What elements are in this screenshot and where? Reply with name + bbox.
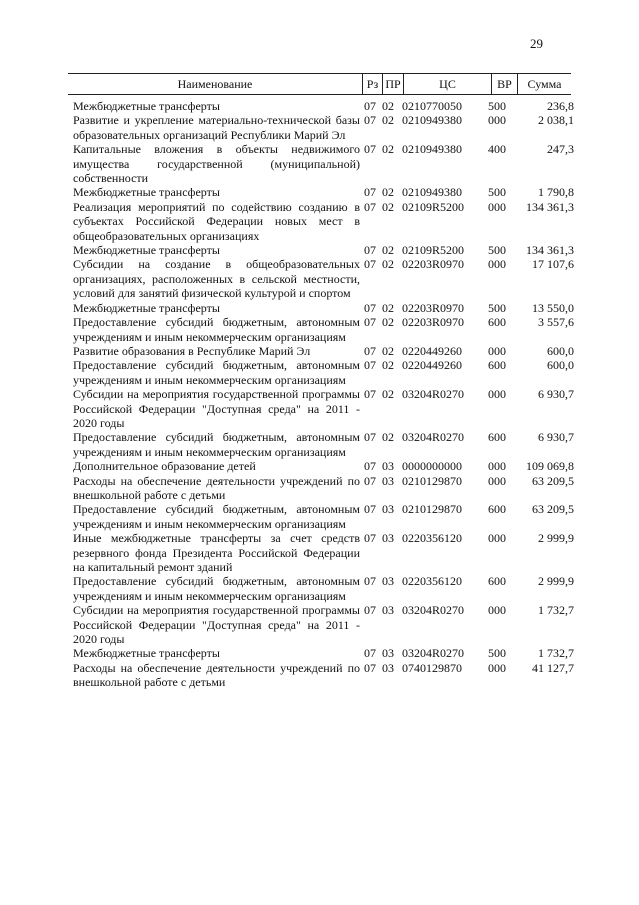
row-cs: 03204R0270 xyxy=(402,387,465,402)
row-name: Межбюджетные трансферты xyxy=(73,99,220,113)
row-vr: 000 xyxy=(488,603,506,618)
row-sum: 134 361,3 xyxy=(526,199,574,214)
row-pr: 02 xyxy=(382,358,394,373)
row-rz: 07 xyxy=(364,603,376,618)
row-cs: 0000000000 xyxy=(402,459,462,474)
row-pr: 03 xyxy=(382,574,394,589)
row-sum: 2 999,9 xyxy=(538,531,574,546)
row-vr: 600 xyxy=(488,430,506,445)
row-pr: 02 xyxy=(382,113,394,128)
row-cs: 0220356120 xyxy=(402,574,462,589)
row-pr: 03 xyxy=(382,646,394,661)
row-vr: 500 xyxy=(488,99,506,113)
row-rz: 07 xyxy=(364,257,376,272)
row-vr: 600 xyxy=(488,574,506,589)
row-rz: 07 xyxy=(364,531,376,546)
row-cs: 0220449260 xyxy=(402,343,462,358)
table-row xyxy=(73,315,576,344)
table-header xyxy=(68,73,571,95)
row-vr: 400 xyxy=(488,142,506,157)
row-name: Субсидии на создание в общеобразовательных организациях, расположенных в сельской местности, условий для занятий физической культурой и спортом xyxy=(73,257,360,301)
row-pr: 02 xyxy=(382,142,394,157)
row-rz: 07 xyxy=(364,243,376,258)
row-rz: 07 xyxy=(364,646,376,661)
row-sum: 247,3 xyxy=(547,142,574,157)
row-name: Предоставление субсидий бюджетным, автономным учреждениям и иным некоммерческим организациям xyxy=(73,358,360,387)
row-cs: 03204R0270 xyxy=(402,430,465,445)
table-row xyxy=(73,243,576,257)
table-row xyxy=(73,142,576,185)
row-cs: 02203R0970 xyxy=(402,257,465,272)
row-rz: 07 xyxy=(364,343,376,358)
row-name: Предоставление субсидий бюджетным, автономным учреждениям и иным некоммерческим организациям xyxy=(73,315,360,344)
row-cs: 0210949380 xyxy=(402,185,462,200)
row-vr: 000 xyxy=(488,257,506,272)
row-rz: 07 xyxy=(364,358,376,373)
row-pr: 02 xyxy=(382,300,394,315)
row-cs: 02109R5200 xyxy=(402,199,465,214)
row-name: Развитие и укрепление материально-технической базы образовательных организаций Республики Марий Эл xyxy=(73,113,360,142)
row-sum: 41 127,7 xyxy=(532,660,574,675)
row-vr: 600 xyxy=(488,358,506,373)
table-row xyxy=(73,603,576,646)
table-row xyxy=(73,574,576,603)
row-rz: 07 xyxy=(364,574,376,589)
row-vr: 500 xyxy=(488,646,506,661)
column-header-pr: ПР xyxy=(383,74,404,94)
row-name: Субсидии на мероприятия государственной программы Российской Федерации "Доступная среда" на 2011 - 2020 годы xyxy=(73,387,360,430)
row-cs: 0210770050 xyxy=(402,99,462,113)
row-cs: 0210949380 xyxy=(402,113,462,128)
row-name: Развитие образования в Республике Марий Эл xyxy=(73,343,311,358)
row-cs: 02203R0970 xyxy=(402,300,465,315)
table-row xyxy=(73,459,576,473)
row-pr: 03 xyxy=(382,473,394,488)
row-vr: 000 xyxy=(488,387,506,402)
row-name: Дополнительное образование детей xyxy=(73,459,256,474)
row-vr: 000 xyxy=(488,473,506,488)
row-name: Субсидии на мероприятия государственной программы Российской Федерации "Доступная среда" на 2011 - 2020 годы xyxy=(73,603,360,647)
table-row xyxy=(73,531,576,574)
row-rz: 07 xyxy=(364,315,376,330)
column-header-vr: ВР xyxy=(492,74,518,94)
row-sum: 236,8 xyxy=(547,99,574,113)
row-pr: 02 xyxy=(382,343,394,358)
row-sum: 1 790,8 xyxy=(538,185,574,200)
row-vr: 500 xyxy=(488,185,506,200)
row-pr: 03 xyxy=(382,660,394,675)
row-pr: 03 xyxy=(382,603,394,618)
row-name: Межбюджетные трансферты xyxy=(73,185,220,200)
row-rz: 07 xyxy=(364,502,376,517)
row-cs: 0220356120 xyxy=(402,531,462,546)
row-rz: 07 xyxy=(364,473,376,488)
row-cs: 03204R0270 xyxy=(402,603,465,618)
table-row xyxy=(73,200,576,243)
row-rz: 07 xyxy=(364,99,376,113)
table-row xyxy=(73,502,576,531)
table-row xyxy=(73,387,576,430)
row-vr: 000 xyxy=(488,199,506,214)
row-rz: 07 xyxy=(364,387,376,402)
column-header-cs: ЦС xyxy=(404,74,492,94)
row-name: Расходы на обеспечение деятельности учреждений по внешкольной работе с детьми xyxy=(73,473,360,502)
table-row xyxy=(73,301,576,315)
table-row xyxy=(73,474,576,503)
row-pr: 02 xyxy=(382,199,394,214)
column-header-name: Наименование xyxy=(68,74,363,94)
row-vr: 500 xyxy=(488,243,506,258)
table-row xyxy=(73,113,576,142)
table-row xyxy=(73,344,576,358)
row-sum: 134 361,3 xyxy=(526,243,574,258)
row-sum: 2 999,9 xyxy=(538,574,574,589)
row-vr: 600 xyxy=(488,315,506,330)
column-header-rz: Рз xyxy=(363,74,383,94)
row-name: Предоставление субсидий бюджетным, автономным учреждениям и иным некоммерческим организациям xyxy=(73,574,360,603)
table-row xyxy=(73,99,576,113)
row-pr: 02 xyxy=(382,430,394,445)
row-vr: 000 xyxy=(488,459,506,474)
row-pr: 02 xyxy=(382,315,394,330)
row-sum: 1 732,7 xyxy=(538,646,574,661)
row-name: Межбюджетные трансферты xyxy=(73,300,220,315)
row-sum: 63 209,5 xyxy=(532,502,574,517)
table-body xyxy=(73,99,576,690)
table-row xyxy=(73,430,576,459)
row-sum: 600,0 xyxy=(547,358,574,373)
row-rz: 07 xyxy=(364,113,376,128)
row-cs: 03204R0270 xyxy=(402,646,465,661)
row-cs: 0210129870 xyxy=(402,473,462,488)
row-name: Иные межбюджетные трансферты за счет средств резервного фонда Президента Российской Федерации на капитальный ремонт зданий xyxy=(73,531,360,574)
row-rz: 07 xyxy=(364,142,376,157)
table-row xyxy=(73,257,576,300)
row-rz: 07 xyxy=(364,430,376,445)
row-name: Капитальные вложения в объекты недвижимого имущества государственной (муниципальной) собственности xyxy=(73,142,360,186)
row-name: Межбюджетные трансферты xyxy=(73,243,220,258)
row-sum: 17 107,6 xyxy=(532,257,574,272)
page-number: 29 xyxy=(530,36,543,51)
row-name: Предоставление субсидий бюджетным, автономным учреждениям и иным некоммерческим организациям xyxy=(73,430,360,459)
row-rz: 07 xyxy=(364,459,376,474)
row-pr: 03 xyxy=(382,502,394,517)
row-vr: 000 xyxy=(488,343,506,358)
row-pr: 02 xyxy=(382,99,394,113)
table-row xyxy=(73,646,576,660)
row-pr: 02 xyxy=(382,387,394,402)
row-pr: 03 xyxy=(382,459,394,474)
row-sum: 3 557,6 xyxy=(538,315,574,330)
row-cs: 0740129870 xyxy=(402,660,462,675)
row-rz: 07 xyxy=(364,660,376,675)
row-sum: 6 930,7 xyxy=(538,430,574,445)
row-sum: 600,0 xyxy=(547,343,574,358)
row-sum: 109 069,8 xyxy=(526,459,574,474)
row-vr: 500 xyxy=(488,300,506,315)
row-rz: 07 xyxy=(364,300,376,315)
row-pr: 03 xyxy=(382,531,394,546)
row-vr: 000 xyxy=(488,660,506,675)
row-vr: 000 xyxy=(488,113,506,128)
row-name: Предоставление субсидий бюджетным, автономным учреждениям и иным некоммерческим организациям xyxy=(73,502,360,531)
row-sum: 2 038,1 xyxy=(538,113,574,128)
row-vr: 000 xyxy=(488,531,506,546)
row-name: Расходы на обеспечение деятельности учреждений по внешкольной работе с детьми xyxy=(73,660,360,690)
row-cs: 02109R5200 xyxy=(402,243,465,258)
row-vr: 600 xyxy=(488,502,506,517)
row-sum: 13 550,0 xyxy=(532,300,574,315)
row-name: Межбюджетные трансферты xyxy=(73,646,220,661)
row-cs: 0210129870 xyxy=(402,502,462,517)
table-row xyxy=(73,661,576,690)
row-rz: 07 xyxy=(364,199,376,214)
table-row xyxy=(73,185,576,199)
row-name: Реализация мероприятий по содействию созданию в субъектах Российской Федерации новых мест в общеобразовательных организациях xyxy=(73,199,360,243)
row-pr: 02 xyxy=(382,185,394,200)
row-rz: 07 xyxy=(364,185,376,200)
row-pr: 02 xyxy=(382,243,394,258)
table-row xyxy=(73,358,576,387)
row-pr: 02 xyxy=(382,257,394,272)
row-sum: 6 930,7 xyxy=(538,387,574,402)
row-cs: 0210949380 xyxy=(402,142,462,157)
row-cs: 0220449260 xyxy=(402,358,462,373)
row-sum: 1 732,7 xyxy=(538,603,574,618)
row-sum: 63 209,5 xyxy=(532,473,574,488)
column-header-sum: Сумма xyxy=(527,76,562,91)
row-cs: 02203R0970 xyxy=(402,315,465,330)
